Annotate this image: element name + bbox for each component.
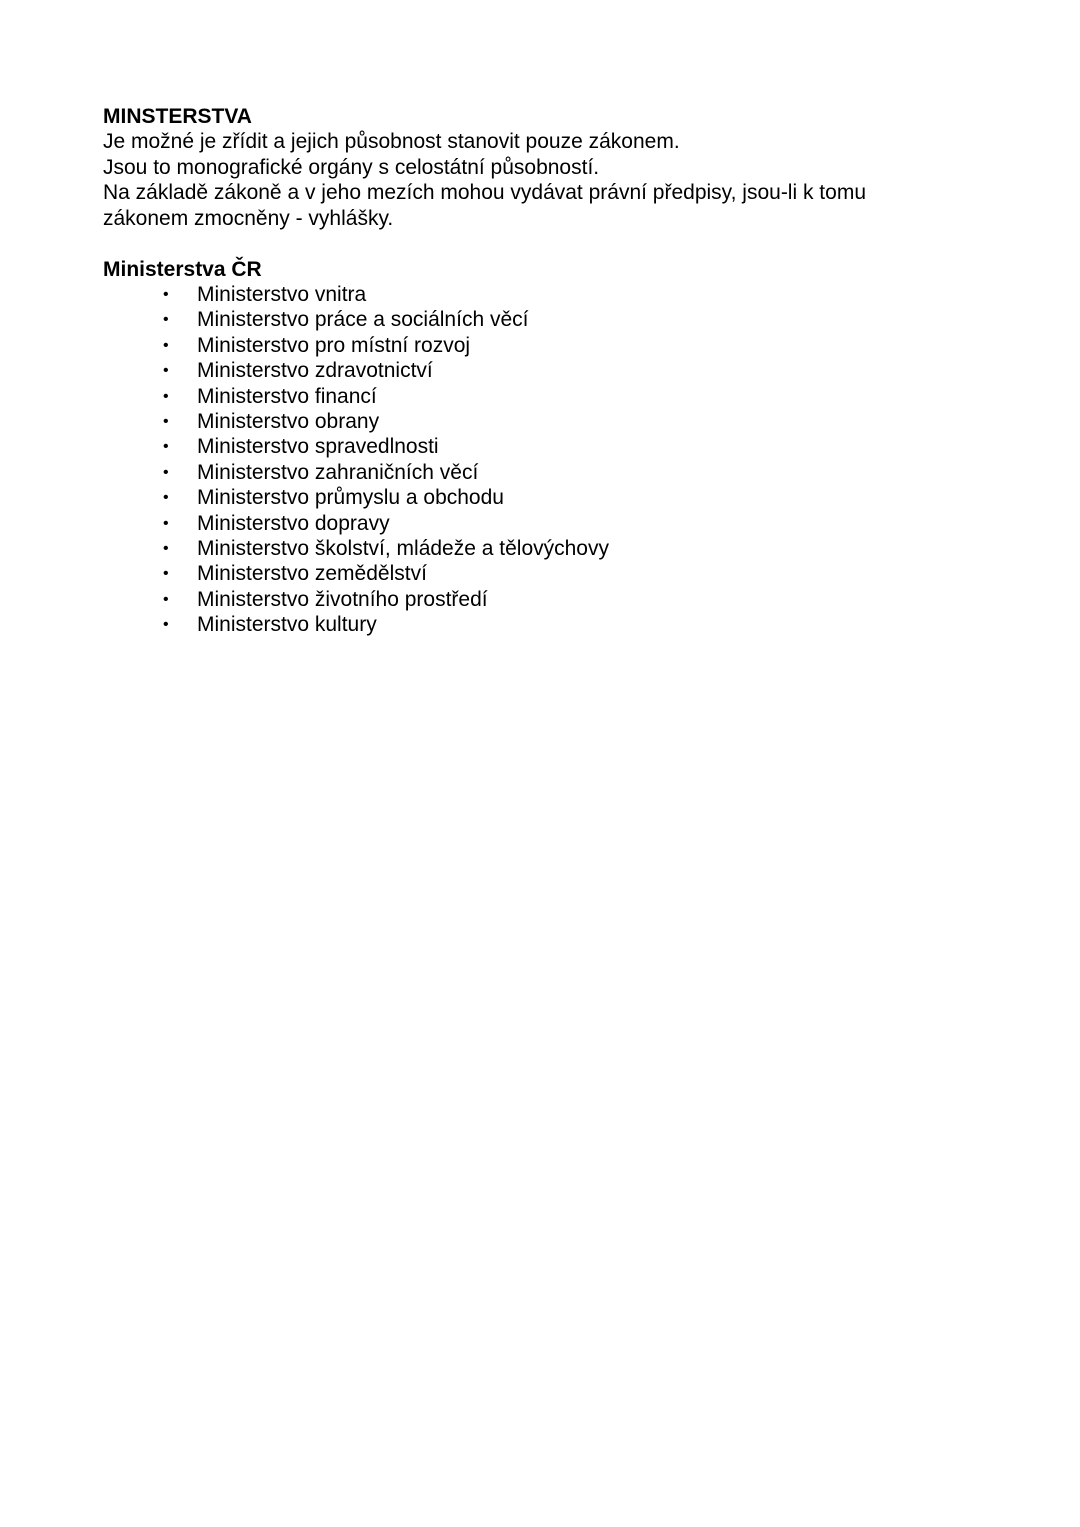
list-item: [103, 384, 963, 409]
spacer: [103, 231, 963, 257]
list-item: [103, 333, 963, 358]
ministry-name: Ministerstvo školství, mládeže a tělovýchovy: [197, 537, 609, 561]
list-item: [103, 612, 963, 637]
document-content: [103, 104, 963, 638]
list-heading: Ministerstva ČR: [103, 258, 262, 281]
list-item: [103, 307, 963, 332]
ministry-name: Ministerstvo financí: [197, 384, 377, 408]
list-item: [103, 460, 963, 485]
bullet-icon: •: [163, 565, 169, 583]
list-item: [103, 561, 963, 586]
bullet-icon: •: [163, 489, 169, 507]
ministry-name: Ministerstvo pro místní rozvoj: [197, 333, 471, 357]
ministry-name: Ministerstvo práce a sociálních věcí: [197, 308, 529, 332]
bullet-icon: •: [163, 362, 169, 380]
ministry-name: Ministerstvo zemědělství: [197, 562, 427, 586]
paragraph-line: Jsou to monografické orgány s celostátní působností.: [103, 155, 600, 179]
paragraph-line: Je možné je zřídit a jejich působnost stanovit pouze zákonem.: [103, 130, 680, 153]
paragraph-line: zákonem zmocněny - vyhlášky.: [103, 206, 394, 230]
list-item: [103, 536, 963, 561]
ministry-name: Ministerstvo spravedlnosti: [197, 435, 439, 459]
ministry-name: Ministerstvo vnitra: [197, 283, 367, 306]
bullet-icon: •: [163, 463, 169, 481]
bullet-icon: •: [163, 413, 169, 431]
bullet-icon: •: [163, 311, 169, 329]
list-item: [103, 485, 963, 510]
ministry-name: Ministerstvo životního prostředí: [197, 587, 488, 611]
list-item: [103, 511, 963, 536]
bullet-icon: •: [163, 438, 169, 456]
bullet-icon: •: [163, 590, 169, 608]
list-item: [103, 358, 963, 383]
bullet-icon: •: [163, 336, 169, 354]
ministry-name: Ministerstvo zahraničních věcí: [197, 460, 479, 484]
bullet-icon: •: [163, 514, 169, 532]
bullet-icon: •: [163, 616, 169, 634]
ministry-name: Ministerstvo obrany: [197, 410, 380, 434]
bullet-icon: •: [163, 286, 169, 303]
ministry-name: Ministerstvo dopravy: [197, 511, 390, 535]
list-item: [103, 409, 963, 434]
ministry-name: Ministerstvo kultury: [197, 613, 377, 637]
list-item: [103, 587, 963, 612]
paragraph-line: Na základě zákoně a v jeho mezích mohou vydávat právní předpisy, jsou-li k tomu: [103, 181, 866, 204]
bullet-icon: •: [163, 387, 169, 405]
bullet-icon: •: [163, 540, 169, 558]
section-heading: MINSTERSTVA: [103, 105, 252, 128]
list-item: [103, 282, 963, 307]
list-item: [103, 434, 963, 459]
ministry-name: Ministerstvo zdravotnictví: [197, 359, 433, 383]
ministries-list: [103, 282, 963, 638]
ministry-name: Ministerstvo průmyslu a obchodu: [197, 486, 504, 510]
